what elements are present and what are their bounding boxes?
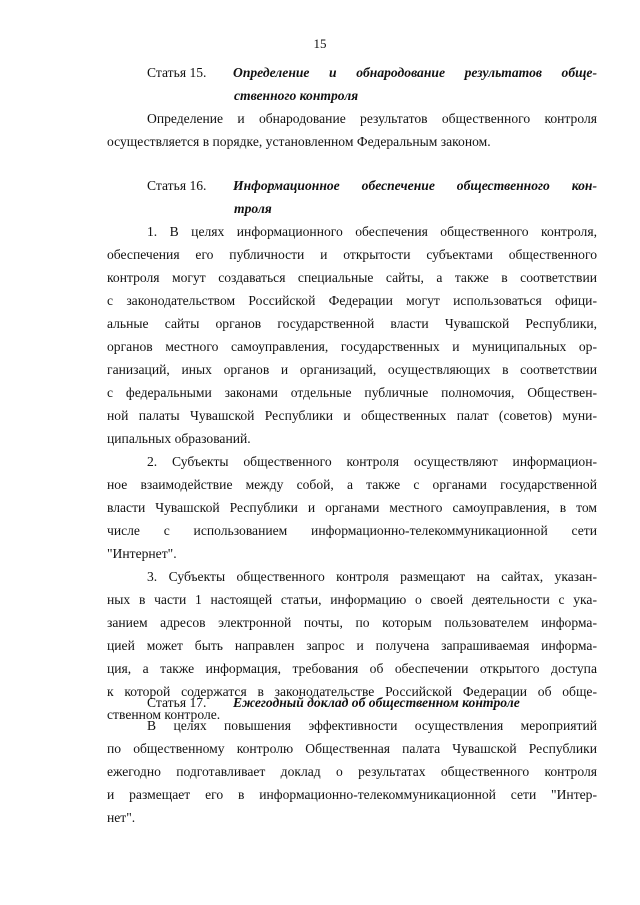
article-heading (107, 61, 597, 84)
paragraph-line: ной палаты Чувашской Республики и общественных палат (советов) муни- (107, 408, 597, 423)
paragraph-line: Определение и обнародование результатов общественного контроля (147, 111, 597, 126)
article-16 (107, 174, 597, 726)
page-number: 15 (313, 36, 327, 51)
paragraph-line: обеспечения его публичности и открытости субъектами общественного (107, 247, 597, 262)
paragraph-line: ных в части 1 настоящей статьи, информацию о своей деятельности с ука- (107, 592, 597, 607)
paragraph-line: по общественному контролю Общественная палата Чувашской Республики (107, 741, 597, 756)
paragraph-line: В целях повышения эффективности осуществления мероприятий (147, 718, 597, 733)
paragraph-line: ное взаимодействие между собой, а также с органами государственной (107, 477, 597, 492)
article-label: Статья 16. (147, 178, 207, 193)
article-heading (107, 174, 597, 197)
paragraph-line: ципальных образований. (107, 431, 251, 446)
paragraph-line: власти Чувашской Республики и органами местного самоуправления, в том (107, 500, 597, 515)
article-heading (107, 691, 597, 714)
paragraph-line: к которой содержатся в законодательстве Российской Федерации об обще- (107, 684, 597, 699)
paragraph-line: 3. Субъекты общественного контроля размещают на сайтах, указан- (147, 569, 597, 584)
article-title-line: Ежегодный доклад об общественном контроле (233, 695, 520, 710)
paragraph-line: с законодательством Российской Федерации могут использоваться офици- (107, 293, 597, 308)
article-label: Статья 17. (147, 695, 207, 710)
paragraph-line: ежегодно подготавливает доклад о результатах общественного контроля (107, 764, 597, 779)
article-title-line: ственного контроля (234, 88, 359, 103)
paragraph-line: цией может быть направлен запрос и получена запрашиваемая информа- (107, 638, 597, 653)
paragraph-line: осуществляется в порядке, установленном Федеральным законом. (107, 134, 491, 149)
paragraph-line: контроля могут создаваться специальные сайты, а также в соответствии (107, 270, 597, 285)
paragraph-line: органов местного самоуправления, государственных и муниципальных ор- (107, 339, 597, 354)
paragraph-line: альные сайты органов государственной власти Чувашской Республики, (107, 316, 597, 331)
paragraph-line: числе с использованием информационно-телекоммуникационной сети (107, 523, 597, 538)
article-label: Статья 15. (147, 65, 207, 80)
paragraph-line: ганизаций, иных органов и организаций, осуществляющих в соответствии (107, 362, 597, 377)
paragraph-line: нет". (107, 810, 136, 825)
paragraph-line: занием адресов электронной почты, по которым пользователем информа- (107, 615, 597, 630)
paragraph-line: и размещает его в информационно-телекоммуникационной сети "Интер- (107, 787, 597, 802)
paragraph-line: с федеральными законами отдельные публичные полномочия, Обществен- (107, 385, 597, 400)
article-17 (107, 691, 597, 829)
article-title-line: Определение и обнародование результатов обще- (233, 65, 597, 80)
paragraph-line: ция, а также информация, требования об обеспечении открытого доступа (107, 661, 597, 676)
article-15 (107, 61, 597, 153)
article-title-line: Информационное обеспечение общественного кон- (233, 178, 597, 193)
paragraph-line: ственном контроле. (107, 707, 221, 722)
paragraph-line: 2. Субъекты общественного контроля осуществляют информацион- (147, 454, 597, 469)
paragraph-line: "Интернет". (107, 546, 177, 561)
article-title-line: троля (234, 201, 272, 216)
paragraph-line: 1. В целях информационного обеспечения общественного контроля, (147, 224, 597, 239)
